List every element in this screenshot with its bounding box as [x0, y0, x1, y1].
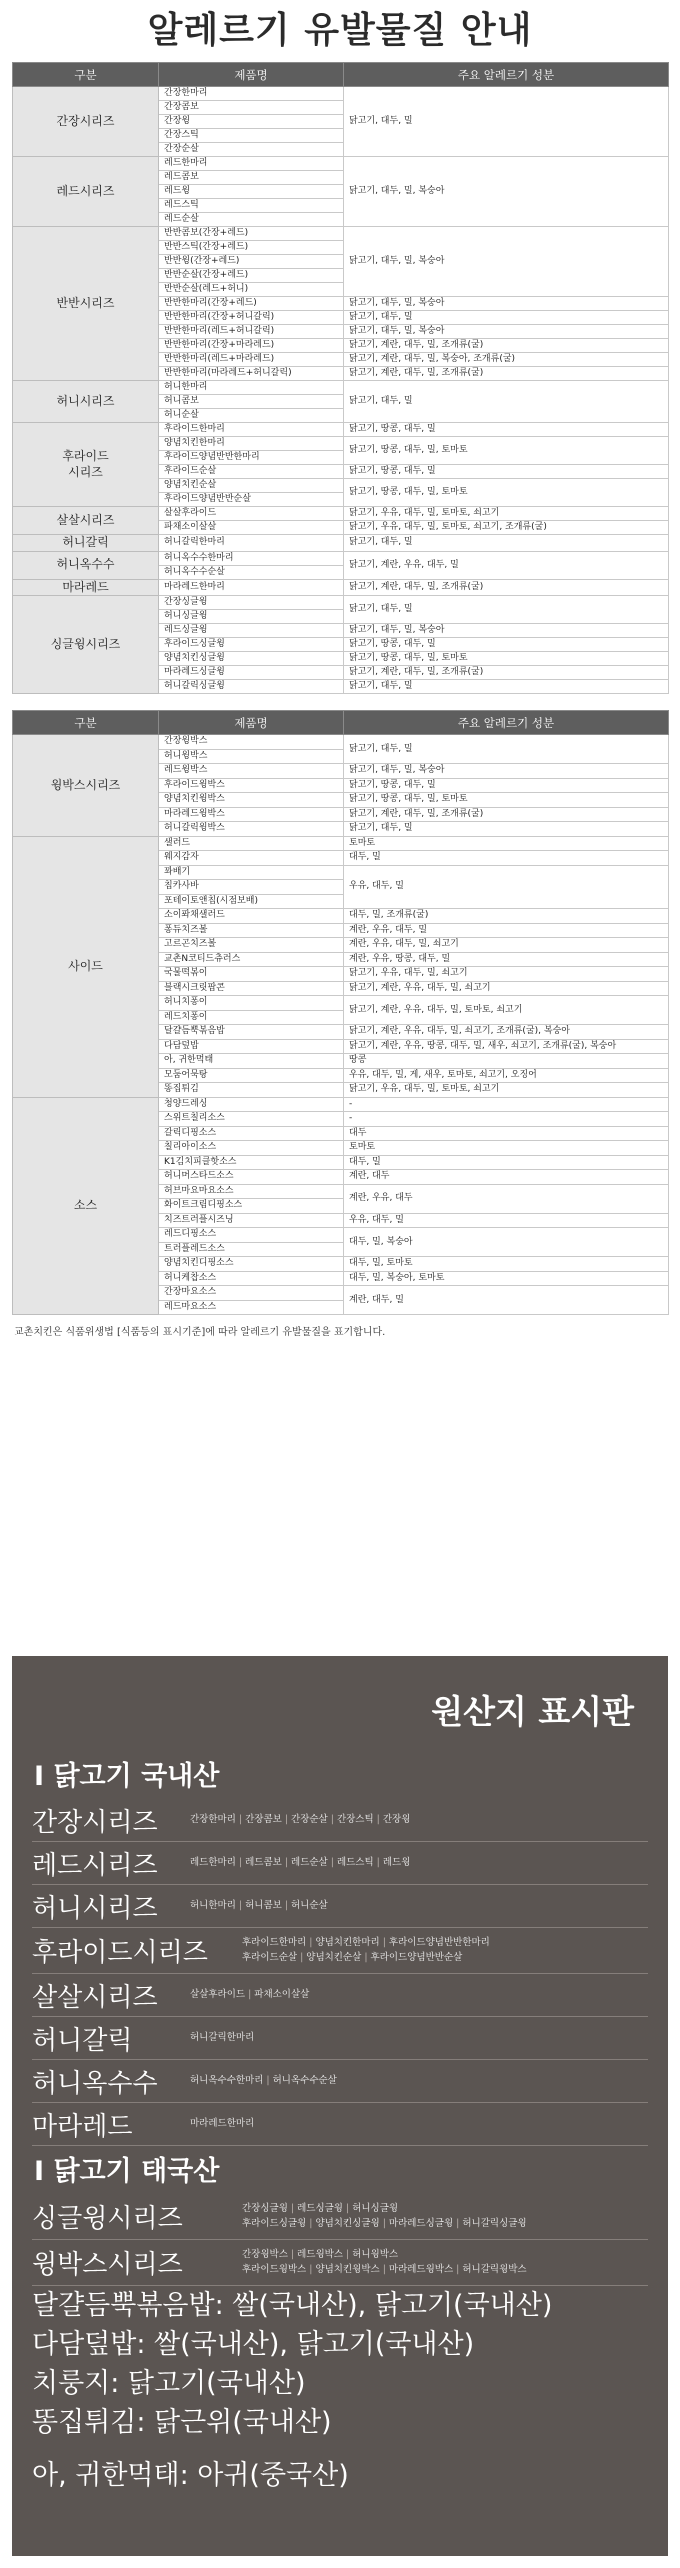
separator: |: [345, 2249, 350, 2261]
group-cell: 윙박스시리즈: [13, 735, 159, 837]
separator: |: [238, 1899, 243, 1911]
origin-item: 허니갈릭윙박스: [462, 2263, 527, 2275]
origin-item: 후라이드양념반반한마리: [388, 1937, 490, 1949]
allergen-cell: 닭고기, 대두, 밀, 복숭아: [344, 624, 669, 638]
allergen-cell: 닭고기, 계란, 우유, 대두, 밀, 쇠고기, 조개류(굴), 복숭아: [344, 1025, 669, 1040]
separator: |: [238, 1813, 243, 1825]
origin-item: 허니갈릭한마리: [190, 2031, 255, 2043]
origin-items: [190, 2117, 254, 2131]
product-cell: 샐러드: [159, 836, 344, 851]
allergen-cell: 대두, 밀, 복숭아: [344, 1228, 669, 1257]
allergy-note: 교촌치킨은 식품위생법 [식품등의 표시기준]에 따라 알레르기 유발물질을 표기합니다.: [14, 1327, 386, 1339]
product-cell: 허니머스타드소스: [159, 1170, 344, 1185]
group-cell: 레드시리즈: [13, 157, 159, 227]
origin-row: [32, 1842, 648, 1885]
header-allergen: 주요 알레르기 성분: [344, 63, 669, 87]
allergen-cell: 계란, 우유, 대두, 밀: [344, 923, 669, 938]
separator: |: [456, 2263, 460, 2275]
product-cell: 고르곤치즈볼: [159, 938, 344, 953]
origin-item: 후라이드싱글윙: [242, 2217, 307, 2229]
product-cell: 레드싱글윙: [159, 624, 344, 638]
origin-item: 살살후라이드: [190, 1988, 246, 2000]
product-cell: 교촌N코티드츄러스: [159, 952, 344, 967]
origin-item: 허니윙박스: [352, 2249, 399, 2261]
separator: |: [345, 2203, 350, 2215]
origin-series-name: 싱글윙시리즈: [32, 2204, 183, 2234]
allergen-cell: 닭고기, 대두, 밀: [344, 87, 669, 157]
product-cell: 소이퐈채샐러드: [159, 909, 344, 924]
table-row: [13, 579, 669, 596]
product-cell: 허니윙박스: [159, 749, 344, 764]
allergen-cell: 대두, 밀, 조개류(굴): [344, 909, 669, 924]
origin-series-name: 윙박스시리즈: [32, 2250, 183, 2280]
allergen-cell: 닭고기, 땅콩, 대두, 밀, 토마토: [344, 437, 669, 465]
product-cell: 트러플레드소스: [159, 1242, 344, 1257]
origin-items: [190, 1899, 328, 1913]
group-cell: 살살시리즈: [13, 507, 159, 535]
header-product: 제품명: [159, 711, 344, 735]
allergen-cell: 닭고기, 우유, 대두, 밀, 토마토, 쇠고기: [344, 1083, 669, 1098]
separator: |: [330, 1856, 334, 1868]
product-cell: 허니갈릭싱글윙: [159, 680, 344, 694]
table-row: [13, 735, 669, 750]
product-cell: 후라이드양념반반순살: [159, 493, 344, 507]
separator: |: [456, 2217, 460, 2229]
separator: |: [284, 1813, 289, 1825]
allergen-cell: 대두, 밀: [344, 851, 669, 866]
product-cell: 달걀듬뿍볶음밥: [159, 1025, 344, 1040]
allergy-table-1: [12, 62, 669, 694]
product-cell: 치즈트러플시즈닝: [159, 1213, 344, 1228]
product-cell: 반반한마리(간장+허니갈릭): [159, 311, 344, 325]
origin-row: [32, 2194, 648, 2240]
separator: |: [309, 1937, 313, 1949]
product-cell: 반반한마리(레드+마라레드): [159, 353, 344, 367]
allergen-cell: 닭고기, 땅콩, 대두, 밀: [344, 423, 669, 437]
header-allergen: 주요 알레르기 성분: [344, 711, 669, 735]
origin-item: 레드한마리: [190, 1856, 236, 1868]
table-row: [13, 157, 669, 171]
origin-item: 간장스틱: [336, 1813, 374, 1825]
product-cell: 반반스틱(간장+레드): [159, 241, 344, 255]
origin-series-name: 마라레드: [32, 2111, 133, 2142]
origin-item: 후라이드한마리: [242, 1937, 307, 1949]
origin-items: [242, 2202, 527, 2231]
allergen-cell: 계란, 우유, 대두: [344, 1184, 669, 1213]
product-cell: 후라이드양념반반한마리: [159, 451, 344, 465]
product-cell: 간장스틱: [159, 129, 344, 143]
origin-item: 양념치킨순살: [306, 1951, 362, 1963]
origin-section-thailand: I 닭고기 태국산: [34, 2156, 220, 2187]
product-cell: 후라이드윙박스: [159, 778, 344, 793]
product-cell: 간장윙: [159, 115, 344, 129]
origin-series-name: 간장시리즈: [32, 1807, 158, 1838]
allergen-cell: 우유, 대두, 밀: [344, 1213, 669, 1228]
product-cell: 국물떡볶이: [159, 967, 344, 982]
header-group: 구분: [13, 63, 159, 87]
allergen-cell: 닭고기, 대두, 밀: [344, 680, 669, 694]
product-cell: 블랙시크릿팝콘: [159, 981, 344, 996]
product-cell: 칠리아이소스: [159, 1141, 344, 1156]
allergen-cell: 닭고기, 땅콩, 대두, 밀, 토마토: [344, 479, 669, 507]
product-cell: 마라레드윙박스: [159, 807, 344, 822]
table-row: [13, 87, 669, 101]
allergen-cell: -: [344, 1097, 669, 1112]
origin-line: 아, 귀한먹태: 아귀(중국산): [32, 2460, 349, 2491]
allergen-cell: 땅콩: [344, 1054, 669, 1069]
separator: |: [248, 1988, 252, 2000]
group-cell: 허니옥수수: [13, 551, 159, 579]
allergen-cell: 닭고기, 계란, 우유, 대두, 밀, 토마토, 쇠고기: [344, 996, 669, 1025]
origin-row: [32, 1885, 648, 1928]
product-cell: 반반순살(레드+허니): [159, 283, 344, 297]
group-cell: 반반시리즈: [13, 227, 159, 381]
allergen-cell: 닭고기, 땅콩, 대두, 밀: [344, 778, 669, 793]
allergen-cell: 계란, 우유, 땅콩, 대두, 밀: [344, 952, 669, 967]
origin-item: 레드윙박스: [297, 2249, 343, 2261]
origin-items: [190, 1988, 309, 2002]
product-cell: 양념치킨한마리: [159, 437, 344, 451]
product-cell: 간장윙박스: [159, 735, 344, 750]
origin-series-name: 허니옥수수: [32, 2068, 158, 2099]
allergen-cell: 닭고기, 대두, 밀: [344, 596, 669, 624]
origin-item: 간장윙: [382, 1813, 411, 1825]
product-cell: 간장싱글윙: [159, 596, 344, 610]
product-cell: 허니갈릭윙박스: [159, 822, 344, 837]
separator: |: [376, 1856, 380, 1868]
allergen-cell: 닭고기, 우유, 대두, 밀, 쇠고기: [344, 967, 669, 982]
group-cell: 싱글윙시리즈: [13, 596, 159, 694]
allergen-cell: 닭고기, 계란, 대두, 밀, 조개류(굴): [344, 579, 669, 596]
group-cell: 허니시리즈: [13, 381, 159, 423]
origin-row: [32, 2017, 648, 2060]
origin-series-name: 허니갈릭: [32, 2025, 133, 2056]
origin-series-name: 살살시리즈: [32, 1982, 158, 2013]
allergen-cell: 계란, 우유, 대두, 밀, 쇠고기: [344, 938, 669, 953]
origin-items: [190, 1813, 410, 1827]
allergen-cell: 닭고기, 계란, 우유, 대두, 밀: [344, 551, 669, 579]
origin-line: 다담덮밥: 쌀(국내산), 닭고기(국내산): [32, 2329, 475, 2360]
origin-row: [32, 1799, 648, 1842]
product-cell: 갈릭디핑소스: [159, 1126, 344, 1141]
separator: |: [290, 2249, 295, 2261]
separator: |: [309, 2263, 313, 2275]
allergen-cell: 닭고기, 계란, 대두, 밀, 복숭아, 조개류(굴): [344, 353, 669, 367]
origin-item: 간장순살: [291, 1813, 328, 1825]
product-cell: 반반한마리(마라레드+허니갈릭): [159, 367, 344, 381]
origin-title: 원산지 표시판: [431, 1692, 634, 1731]
product-cell: 레드콤보: [159, 171, 344, 185]
allergen-cell: 닭고기, 대두, 밀, 복숭아: [344, 764, 669, 779]
origin-item: 허니싱글윙: [352, 2203, 399, 2215]
product-cell: 간장한마리: [159, 87, 344, 101]
origin-item: 후라이드양념반반순살: [370, 1951, 463, 1963]
group-cell: 간장시리즈: [13, 87, 159, 157]
origin-row: [32, 2060, 648, 2103]
allergen-cell: 토마토: [344, 836, 669, 851]
product-cell: 똥집튀김: [159, 1083, 344, 1098]
product-cell: 양념치킨싱글윙: [159, 652, 344, 666]
origin-series-name: 허니시리즈: [32, 1893, 158, 1924]
origin-item: 후라이드윙박스: [242, 2263, 307, 2275]
origin-item: 레드싱글윙: [297, 2203, 343, 2215]
allergen-cell: 우유, 대두, 밀, 게, 새우, 토마토, 쇠고기, 오징어: [344, 1068, 669, 1083]
product-cell: 꽈배기: [159, 865, 344, 880]
product-cell: 양념치킨순살: [159, 479, 344, 493]
origin-item: 간장싱글윙: [242, 2203, 288, 2215]
table-header-row: [13, 63, 669, 87]
origin-item: 레드순살: [291, 1856, 328, 1868]
allergen-cell: 닭고기, 대두, 밀: [344, 735, 669, 764]
product-cell: 퐁듀치즈볼: [159, 923, 344, 938]
allergen-cell: 닭고기, 계란, 우유, 땅콩, 대두, 밀, 새우, 쇠고기, 조개류(굴), 복숭아: [344, 1039, 669, 1054]
product-cell: 포테이토앤칩(시점보배): [159, 894, 344, 909]
group-cell: 마라레드: [13, 579, 159, 596]
origin-series-name: 후라이드시리즈: [32, 1938, 208, 1968]
separator: |: [238, 1856, 243, 1868]
product-cell: 마라레드싱글윙: [159, 666, 344, 680]
product-cell: 후라이드순살: [159, 465, 344, 479]
origin-item: 허니순살: [291, 1899, 328, 1911]
product-cell: 양념치킨윙박스: [159, 793, 344, 808]
allergen-cell: -: [344, 1112, 669, 1127]
origin-row: [32, 2103, 648, 2146]
separator: |: [382, 2217, 386, 2229]
product-cell: 허니순살: [159, 409, 344, 423]
group-cell: 사이드: [13, 836, 159, 1097]
origin-series-name: 레드시리즈: [32, 1850, 158, 1881]
product-cell: 반반한마리(레드+허니갈릭): [159, 325, 344, 339]
allergen-cell: 닭고기, 계란, 우유, 대두, 밀, 쇠고기: [344, 981, 669, 996]
product-cell: 청양드레싱: [159, 1097, 344, 1112]
product-cell: 반반한마리(간장+레드): [159, 297, 344, 311]
product-cell: 반반윙(간장+레드): [159, 255, 344, 269]
origin-item: 허니한마리: [190, 1899, 236, 1911]
allergen-cell: 대두: [344, 1126, 669, 1141]
product-cell: 칩카사바: [159, 880, 344, 895]
allergen-cell: 닭고기, 계란, 대두, 밀, 조개류(굴): [344, 666, 669, 680]
origin-item: 양념치킨한마리: [315, 1937, 380, 1949]
product-cell: 살살후라이드: [159, 507, 344, 521]
origin-item: 간장한마리: [190, 1813, 236, 1825]
separator: |: [330, 1813, 334, 1825]
origin-item: 양념치킨윙박스: [315, 2263, 380, 2275]
table-row: [13, 423, 669, 437]
group-cell: 허니갈릭: [13, 535, 159, 552]
product-cell: 파채소이살살: [159, 521, 344, 535]
header-product: 제품명: [159, 63, 344, 87]
allergen-cell: 닭고기, 땅콩, 대두, 밀: [344, 638, 669, 652]
table-row: [13, 535, 669, 552]
product-cell: 레드스틱: [159, 199, 344, 213]
origin-item: 후라이드순살: [242, 1951, 298, 1963]
table-row: [13, 507, 669, 521]
separator: |: [376, 1813, 380, 1825]
product-cell: 허니옥수수순살: [159, 565, 344, 579]
origin-item: 허니옥수수순살: [272, 2074, 337, 2086]
header-group: 구분: [13, 711, 159, 735]
origin-item: 레드스틱: [336, 1856, 374, 1868]
table-row: [13, 836, 669, 851]
separator: |: [290, 2203, 295, 2215]
product-cell: 후라이드한마리: [159, 423, 344, 437]
origin-item: 파채소이살살: [254, 1988, 310, 2000]
allergen-cell: 닭고기, 계란, 대두, 밀, 조개류(굴): [344, 367, 669, 381]
origin-items: [190, 2074, 337, 2088]
separator: |: [382, 2263, 386, 2275]
origin-row: [32, 1928, 648, 1974]
product-cell: 허니싱글윙: [159, 610, 344, 624]
separator: |: [300, 1951, 304, 1963]
table-header-row: [13, 711, 669, 735]
origin-row: [32, 2240, 648, 2286]
allergen-cell: 닭고기, 우유, 대두, 밀, 토마토, 쇠고기: [344, 507, 669, 521]
origin-line: 똥집튀김: 닭근위(국내산): [32, 2407, 332, 2438]
allergen-cell: 닭고기, 대두, 밀, 복숭아: [344, 227, 669, 297]
product-cell: 후라이드싱글윙: [159, 638, 344, 652]
group-cell: 소스: [13, 1097, 159, 1315]
origin-board: [12, 1656, 668, 2556]
product-cell: 허니옥수수한마리: [159, 551, 344, 565]
separator: |: [309, 2217, 313, 2229]
origin-item: 마라레드싱글윙: [388, 2217, 454, 2229]
allergen-cell: 대두, 밀, 토마토: [344, 1257, 669, 1272]
table-row: [13, 381, 669, 395]
allergen-cell: 닭고기, 우유, 대두, 밀, 토마토, 쇠고기, 조개류(굴): [344, 521, 669, 535]
allergen-cell: 닭고기, 땅콩, 대두, 밀: [344, 465, 669, 479]
product-cell: 반반한마리(간장+마라레드): [159, 339, 344, 353]
table-row: [13, 551, 669, 565]
product-cell: 허니치퐁이: [159, 996, 344, 1011]
origin-item: 허니콤보: [245, 1899, 282, 1911]
allergen-cell: 닭고기, 대두, 밀: [344, 535, 669, 552]
product-cell: 레드치퐁이: [159, 1010, 344, 1025]
allergen-cell: 대두, 밀: [344, 1155, 669, 1170]
allergen-cell: 대두, 밀, 복숭아, 토마토: [344, 1271, 669, 1286]
separator: |: [284, 1899, 289, 1911]
allergy-table-2: [12, 710, 669, 1315]
separator: |: [382, 1937, 386, 1949]
product-cell: 허니케찹소스: [159, 1271, 344, 1286]
separator: |: [284, 1856, 289, 1868]
product-cell: 화이트크림디핑소스: [159, 1199, 344, 1214]
product-cell: 레드윙: [159, 185, 344, 199]
origin-row: [32, 1974, 648, 2017]
table-row: [13, 227, 669, 241]
origin-item: 레드윙: [382, 1856, 411, 1868]
product-cell: 허브마요마요소스: [159, 1184, 344, 1199]
product-cell: 다담덮밥: [159, 1039, 344, 1054]
separator: |: [364, 1951, 368, 1963]
allergen-cell: 닭고기, 대두, 밀, 복숭아: [344, 297, 669, 311]
page-title: 알레르기 유발물질 안내: [147, 10, 533, 51]
allergen-cell: 닭고기, 대두, 밀, 복숭아: [344, 157, 669, 227]
product-cell: 허니갈릭한마리: [159, 535, 344, 552]
allergen-cell: 계란, 대두, 밀: [344, 1286, 669, 1315]
origin-item: 양념치킨싱글윙: [315, 2217, 380, 2229]
origin-section-domestic: I 닭고기 국내산: [34, 1761, 220, 1792]
allergen-cell: 닭고기, 땅콩, 대두, 밀, 토마토: [344, 793, 669, 808]
allergen-cell: 닭고기, 계란, 대두, 밀, 조개류(굴): [344, 339, 669, 353]
allergen-cell: 닭고기, 대두, 밀: [344, 381, 669, 423]
origin-item: 간장콤보: [245, 1813, 282, 1825]
table-row: [13, 1097, 669, 1112]
origin-items: [190, 2031, 254, 2045]
origin-item: 허니옥수수한마리: [190, 2074, 264, 2086]
allergen-cell: 계란, 대두: [344, 1170, 669, 1185]
origin-item: 마라레드한마리: [190, 2117, 255, 2129]
product-cell: 반반순살(간장+레드): [159, 269, 344, 283]
origin-items: [190, 1856, 410, 1870]
product-cell: 레드한마리: [159, 157, 344, 171]
product-cell: 허니콤보: [159, 395, 344, 409]
allergen-cell: 우유, 대두, 밀: [344, 865, 669, 909]
allergen-cell: 토마토: [344, 1141, 669, 1156]
allergen-cell: 닭고기, 땅콩, 대두, 밀, 토마토: [344, 652, 669, 666]
product-cell: 모둠어묵탕: [159, 1068, 344, 1083]
separator: |: [266, 2074, 270, 2086]
origin-line: 달걀듬뿍볶음밥: 쌀(국내산), 닭고기(국내산): [32, 2290, 553, 2321]
product-cell: 스위트칠리소스: [159, 1112, 344, 1127]
origin-item: 허니갈릭싱글윙: [462, 2217, 527, 2229]
product-cell: K1김치피클핫소스: [159, 1155, 344, 1170]
product-cell: 레드마요소스: [159, 1300, 344, 1315]
product-cell: 웨지감자: [159, 851, 344, 866]
origin-line: 치룽지: 닭고기(국내산): [32, 2368, 306, 2399]
product-cell: 허니한마리: [159, 381, 344, 395]
product-cell: 양념치킨디핑소스: [159, 1257, 344, 1272]
product-cell: 반반콤보(간장+레드): [159, 227, 344, 241]
product-cell: 간장마요소스: [159, 1286, 344, 1301]
origin-items: [242, 2248, 527, 2277]
product-cell: 레드윙박스: [159, 764, 344, 779]
product-cell: 레드디핑소스: [159, 1228, 344, 1243]
origin-item: 마라레드윙박스: [388, 2263, 454, 2275]
allergen-cell: 닭고기, 대두, 밀, 복숭아: [344, 325, 669, 339]
product-cell: 간장콤보: [159, 101, 344, 115]
product-cell: 레드순살: [159, 213, 344, 227]
origin-item: 간장윙박스: [242, 2249, 288, 2261]
group-cell: 후라이드 시리즈: [13, 423, 159, 507]
allergen-cell: 닭고기, 대두, 밀: [344, 822, 669, 837]
product-cell: 간장순살: [159, 143, 344, 157]
table-row: [13, 596, 669, 610]
origin-item: 레드콤보: [245, 1856, 282, 1868]
allergen-cell: 닭고기, 계란, 대두, 밀, 조개류(굴): [344, 807, 669, 822]
origin-items: [242, 1936, 490, 1965]
allergen-cell: 닭고기, 대두, 밀: [344, 311, 669, 325]
product-cell: 마라레드한마리: [159, 579, 344, 596]
product-cell: 아, 귀한먹태: [159, 1054, 344, 1069]
